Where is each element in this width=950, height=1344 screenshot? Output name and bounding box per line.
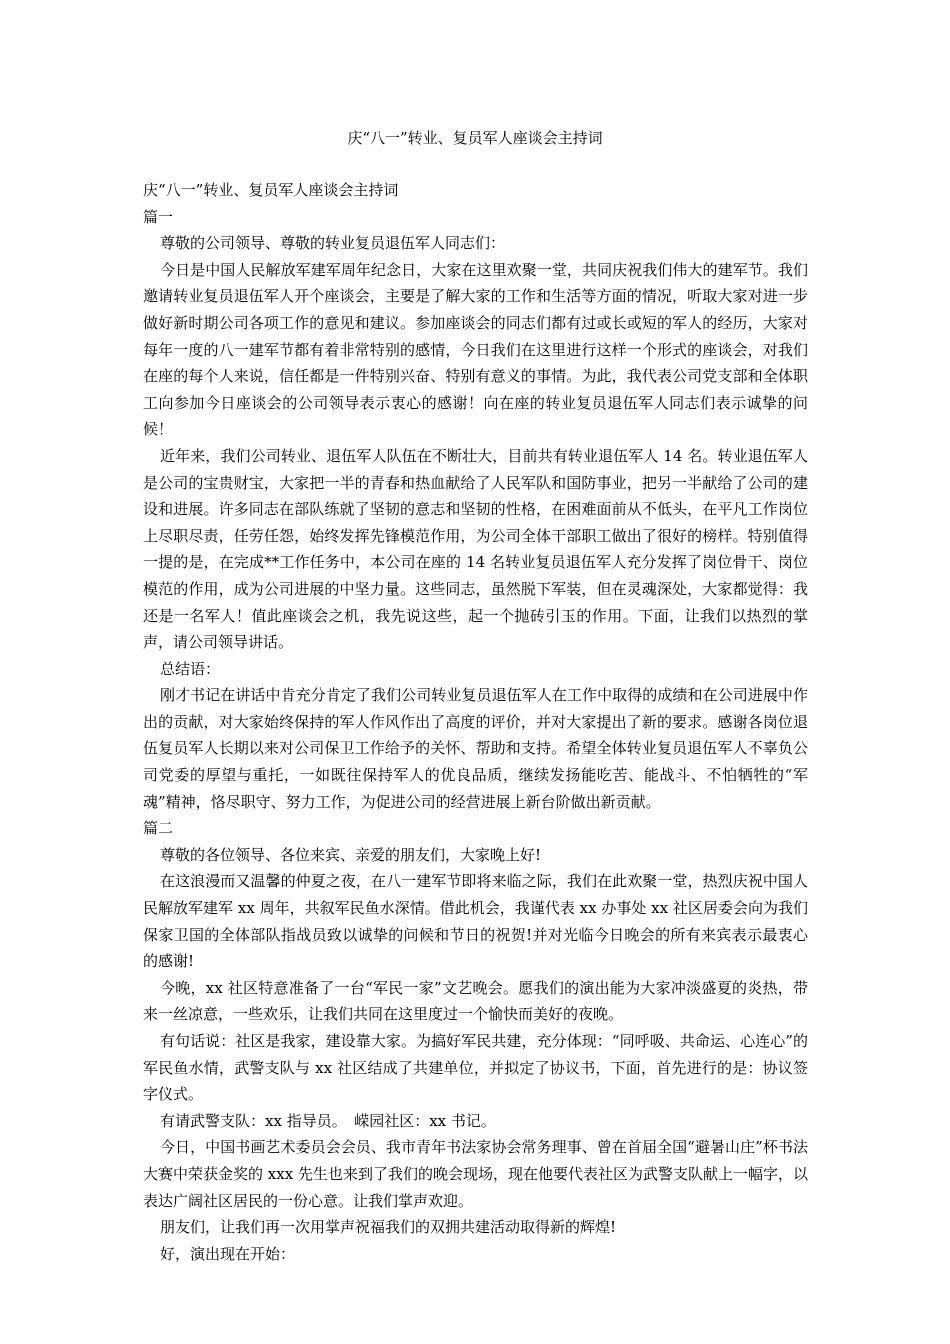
paragraph: 尊敬的各位领导、各位来宾、亲爱的朋友们，大家晚上好!: [160, 845, 542, 864]
paragraph: 在这浪漫而又温馨的仲夏之夜，在八一建军节即将来临之际，我们在此欢聚一堂，热烈庆祝中国人民解放军建军 xx 周年，共叙军民鱼水深情。借此机会，我谨代表 xx 办事处 xx 社区居委会向为我们保家卫国的全体部队指战员致以诚挚的问候和节日的祝贺!并对光临今日晚会的所有来宾表示最衷心的感谢!: [143, 872, 808, 971]
paragraph: 篇二: [143, 819, 174, 838]
paragraph: 今晚，xx 社区特意准备了一台“军民一家”文艺晚会。愿我们的演出能为大家冲淡盛夏的炎热，带来一丝凉意，一些欢乐，让我们共同在这里度过一个愉快而美好的夜晚。: [143, 978, 808, 1024]
paragraph: 近年来，我们公司转业、退伍军人队伍在不断壮大，目前共有转业退伍军人 14 名。转业退伍军人是公司的宝贵财宝，大家把一半的青春和热血献给了人民军队和国防事业，把另一半献给了公司的建设和进展。许多同志在部队练就了坚韧的意志和坚韧的性格，在困难面前从不低头，在平凡工作岗位上尽职尽责，任劳任怨，始终发挥先锋模范作用，为公司全体干部职工做出了很好的榜样。特别值得一提的是，在完成**工作任务中，本公司在座的 14 名转业复员退伍军人充分发挥了岗位骨干、岗位模范的作用，成为公司进展的中坚力量。这些同志，虽然脱下军装，但在灵魂深处，大家都觉得：我还是一名军人！值此座谈会之机，我先说这些，起一个抛砖引玉的作用。下面，让我们以热烈的掌声，请公司领导讲话。: [143, 446, 808, 652]
paragraph: 尊敬的公司领导、尊敬的转业复员退伍军人同志们：: [160, 234, 506, 253]
paragraph: 今日，中国书画艺术委员会会员、我市青年书法家协会常务理事、曾在首届全国“避暑山庄”杯书法大赛中荣获金奖的 xxx 先生也来到了我们的晚会现场，现在他要代表社区为武警支队献上一幅字，以表达广阔社区居民的一份心意。让我们掌声欢迎。: [143, 1138, 808, 1210]
paragraph: 好，演出现在开始：: [160, 1244, 296, 1263]
paragraph: 有句话说：社区是我家，建设靠大家。为搞好军民共建，充分体现：“同呼吸、共命运、心连心”的军民鱼水情，武警支队与 xx 社区结成了共建单位，并拟定了协议书，下面，首先进行的是：协议签字仪式。: [143, 1032, 808, 1104]
paragraph: 篇一: [143, 207, 174, 226]
document-body: [143, 177, 808, 1267]
paragraph: 朋友们，让我们再一次用掌声祝福我们的双拥共建活动取得新的辉煌!: [160, 1218, 617, 1237]
paragraph: 有请武警支队：xx 指导员。 嵘园社区：xx 书记。: [160, 1111, 496, 1130]
paragraph: 刚才书记在讲话中肯充分肯定了我们公司转业复员退伍军人在工作中取得的成绩和在公司进展中作出的贡献，对大家始终保持的军人作风作出了高度的评价，并对大家提出了新的要求。感谢各岗位退伍复员军人长期以来对公司保卫工作给予的关怀、帮助和支持。希望全体转业复员退伍军人不辜负公司党委的厚望与重托，一如既往保持军人的优良品质，继续发扬能吃苦、能战斗、不怕牺牲的“军魂”精神，恪尽职守、努力工作，为促进公司的经营进展上新台阶做出新贡献。: [143, 686, 808, 811]
paragraph: 庆“八一”转业、复员军人座谈会主持词: [143, 181, 399, 199]
document-title: 庆“八一”转业、复员军人座谈会主持词: [347, 129, 603, 147]
paragraph: 总结语：: [160, 659, 221, 678]
paragraph: 今日是中国人民解放军建军周年纪念日，大家在这里欢聚一堂，共同庆祝我们伟大的建军节。我们邀请转业复员退伍军人开个座谈会，主要是了解大家的工作和生活等方面的情况，听取大家对进一步做好新时期公司各项工作的意见和建议。参加座谈会的同志们都有过或长或短的军人的经历，大家对每年一度的八一建军节都有着非常特别的感情，今日我们在这里进行这样一个形式的座谈会，对我们在座的每个人来说，信任都是一件特别兴奋、特别有意义的事情。为此，我代表公司党支部和全体职工向参加今日座谈会的公司领导表示衷心的感谢！向在座的转业复员退伍军人同志们表示诚挚的问候！: [143, 260, 808, 439]
